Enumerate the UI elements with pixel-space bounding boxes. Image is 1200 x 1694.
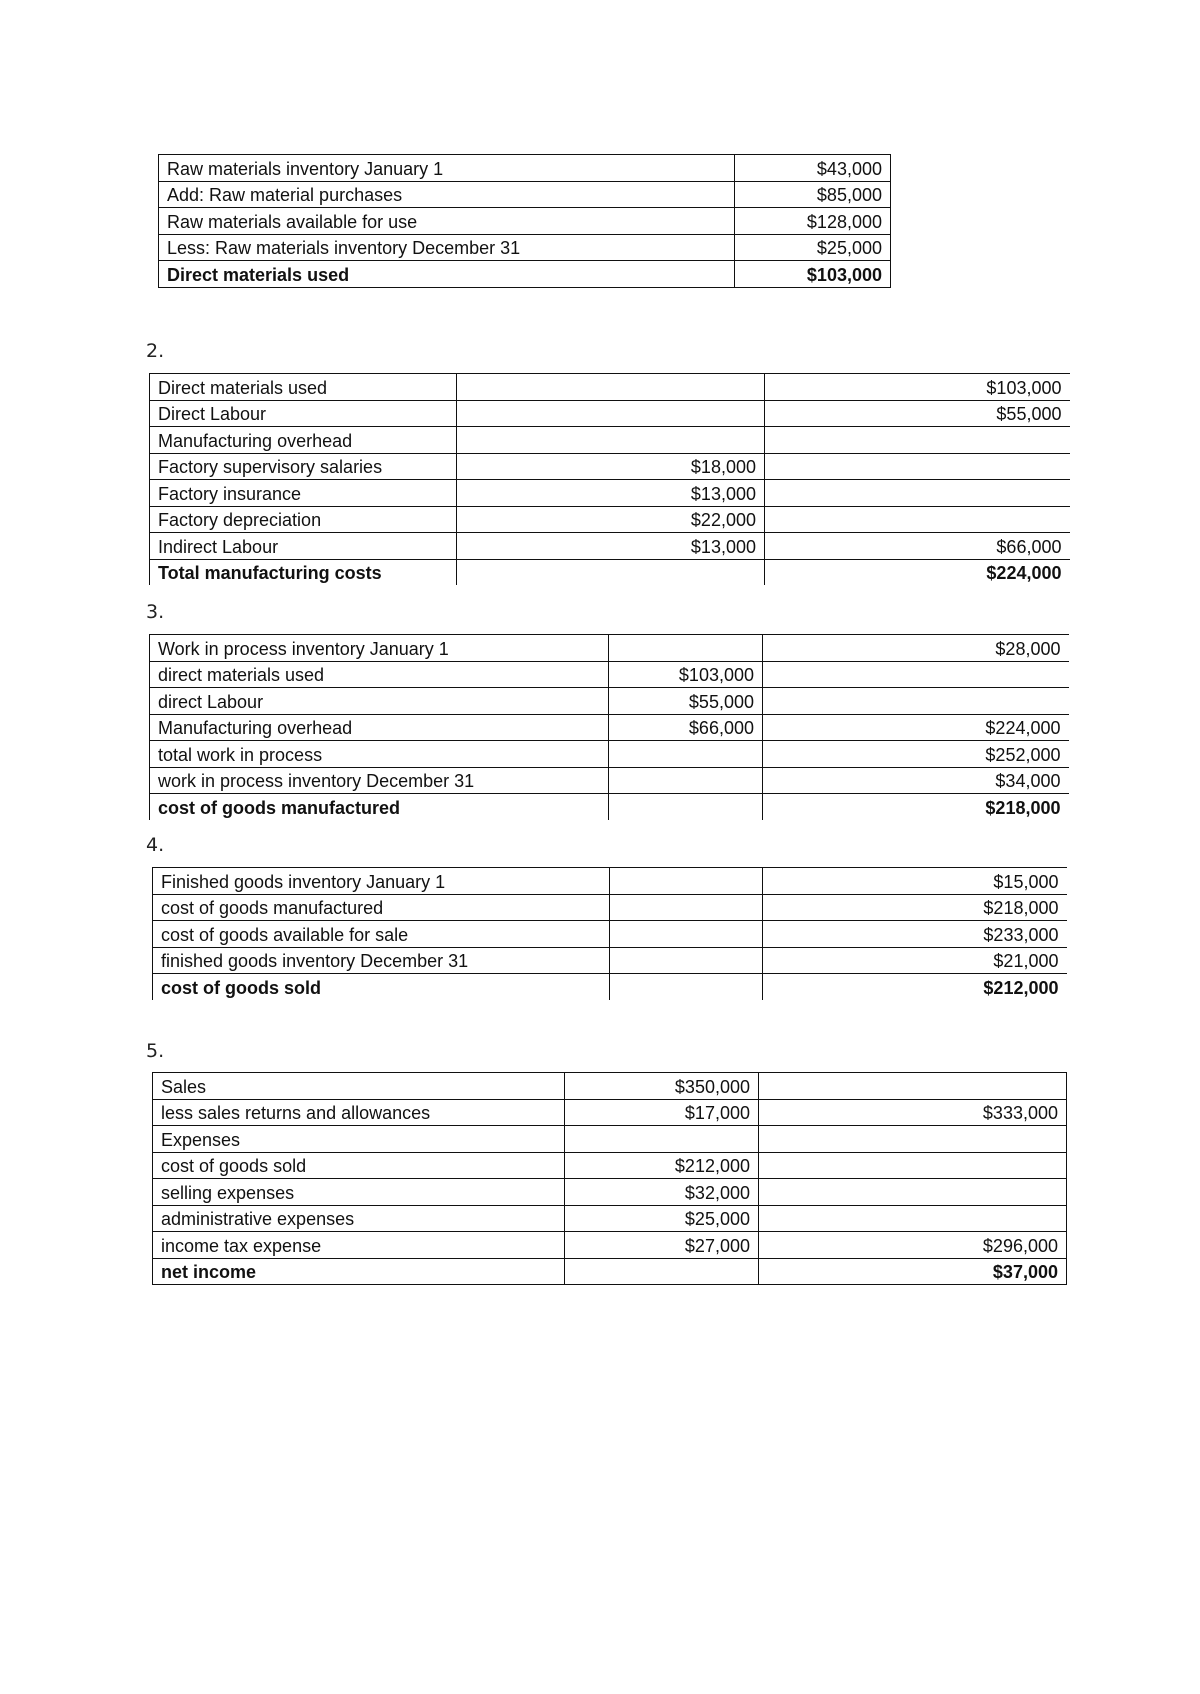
row-total: $212,000 [763, 974, 1067, 1000]
row-detail: $13,000 [457, 533, 765, 560]
table-row [150, 533, 1070, 560]
row-total [765, 453, 1070, 480]
section-number-3: 3. [146, 601, 165, 623]
cost-of-goods-sold-table [152, 867, 1067, 1000]
total-row [150, 559, 1070, 585]
table-row [153, 1073, 1067, 1100]
row-detail [609, 767, 763, 794]
table-row [159, 155, 891, 182]
row-detail: $17,000 [565, 1099, 759, 1126]
row-total: $252,000 [763, 741, 1069, 768]
row-label: cost of goods sold [153, 974, 610, 1000]
table-row [150, 767, 1069, 794]
row-detail [565, 1126, 759, 1153]
row-label: Factory supervisory salaries [150, 453, 457, 480]
row-total: $28,000 [763, 635, 1069, 662]
row-total [759, 1205, 1067, 1232]
row-total [759, 1126, 1067, 1153]
total-row [153, 974, 1067, 1000]
row-label: work in process inventory December 31 [150, 767, 609, 794]
row-label: cost of goods sold [153, 1152, 565, 1179]
row-detail [609, 794, 763, 820]
table-row [153, 1179, 1067, 1206]
cost-of-goods-manufactured-table [149, 634, 1069, 820]
row-total [759, 1152, 1067, 1179]
row-label: Raw materials inventory January 1 [159, 155, 735, 182]
row-total: $333,000 [759, 1099, 1067, 1126]
row-label: Sales [153, 1073, 565, 1100]
row-detail [457, 427, 765, 454]
table-row [150, 427, 1070, 454]
row-label: cost of goods available for sale [153, 921, 610, 948]
row-total: $233,000 [763, 921, 1067, 948]
row-label: Factory depreciation [150, 506, 457, 533]
table-row [153, 1232, 1067, 1259]
row-detail [457, 400, 765, 427]
row-label: total work in process [150, 741, 609, 768]
row-total: $224,000 [765, 559, 1070, 585]
table-row [153, 1205, 1067, 1232]
row-amount: $103,000 [735, 261, 891, 288]
row-total [763, 688, 1069, 715]
table-row [150, 635, 1069, 662]
row-total: $34,000 [763, 767, 1069, 794]
row-detail: $66,000 [609, 714, 763, 741]
table-row [153, 1099, 1067, 1126]
section-number-2: 2. [146, 340, 165, 362]
table-row [159, 181, 891, 208]
row-detail [610, 947, 763, 974]
row-amount: $128,000 [735, 208, 891, 235]
row-detail: $32,000 [565, 1179, 759, 1206]
row-amount: $43,000 [735, 155, 891, 182]
row-label: selling expenses [153, 1179, 565, 1206]
row-label: Direct materials used [150, 374, 457, 401]
row-label: net income [153, 1258, 565, 1285]
table-row [150, 453, 1070, 480]
row-label: Manufacturing overhead [150, 714, 609, 741]
row-detail [610, 974, 763, 1000]
table-row [153, 1152, 1067, 1179]
row-detail: $13,000 [457, 480, 765, 507]
table-row [150, 741, 1069, 768]
table-row [153, 921, 1067, 948]
total-row [153, 1258, 1067, 1285]
table-row [150, 714, 1069, 741]
row-detail [610, 894, 763, 921]
row-label: Raw materials available for use [159, 208, 735, 235]
row-label: Direct Labour [150, 400, 457, 427]
direct-materials-table [158, 154, 891, 288]
row-label: Indirect Labour [150, 533, 457, 560]
table-row [159, 208, 891, 235]
row-detail: $22,000 [457, 506, 765, 533]
row-total: $66,000 [765, 533, 1070, 560]
row-label: direct materials used [150, 661, 609, 688]
table-row [153, 894, 1067, 921]
row-detail: $25,000 [565, 1205, 759, 1232]
row-detail: $103,000 [609, 661, 763, 688]
row-label: Manufacturing overhead [150, 427, 457, 454]
row-detail [610, 921, 763, 948]
total-row [159, 261, 891, 288]
table-row [150, 506, 1070, 533]
row-total [765, 427, 1070, 454]
row-detail [609, 635, 763, 662]
row-detail: $55,000 [609, 688, 763, 715]
row-total: $37,000 [759, 1258, 1067, 1285]
row-total [759, 1179, 1067, 1206]
row-label: Less: Raw materials inventory December 31 [159, 234, 735, 261]
row-detail [609, 741, 763, 768]
row-label: administrative expenses [153, 1205, 565, 1232]
row-total: $15,000 [763, 868, 1067, 895]
row-detail: $212,000 [565, 1152, 759, 1179]
row-detail [610, 868, 763, 895]
row-total [763, 661, 1069, 688]
row-total [759, 1073, 1067, 1100]
table-row [150, 374, 1070, 401]
row-total: $218,000 [763, 794, 1069, 820]
row-detail: $350,000 [565, 1073, 759, 1100]
row-detail [457, 374, 765, 401]
row-detail: $18,000 [457, 453, 765, 480]
table-row [153, 947, 1067, 974]
row-total [765, 506, 1070, 533]
row-total: $218,000 [763, 894, 1067, 921]
row-label: Add: Raw material purchases [159, 181, 735, 208]
row-label: direct Labour [150, 688, 609, 715]
row-detail: $27,000 [565, 1232, 759, 1259]
row-label: Expenses [153, 1126, 565, 1153]
row-detail [565, 1258, 759, 1285]
income-statement-table [152, 1072, 1067, 1285]
table-row [150, 400, 1070, 427]
row-label: cost of goods manufactured [150, 794, 609, 820]
row-label: income tax expense [153, 1232, 565, 1259]
table-row [153, 1126, 1067, 1153]
table-row [150, 661, 1069, 688]
row-label: less sales returns and allowances [153, 1099, 565, 1126]
table-row [150, 480, 1070, 507]
table-row [150, 688, 1069, 715]
row-total [765, 480, 1070, 507]
row-label: Work in process inventory January 1 [150, 635, 609, 662]
row-amount: $85,000 [735, 181, 891, 208]
row-label: cost of goods manufactured [153, 894, 610, 921]
manufacturing-costs-table [149, 373, 1070, 585]
row-total: $55,000 [765, 400, 1070, 427]
row-total: $21,000 [763, 947, 1067, 974]
total-row [150, 794, 1069, 820]
row-total: $296,000 [759, 1232, 1067, 1259]
row-amount: $25,000 [735, 234, 891, 261]
row-label: Factory insurance [150, 480, 457, 507]
row-detail [457, 559, 765, 585]
row-label: Finished goods inventory January 1 [153, 868, 610, 895]
row-label: Direct materials used [159, 261, 735, 288]
table-row [159, 234, 891, 261]
row-total: $103,000 [765, 374, 1070, 401]
row-label: finished goods inventory December 31 [153, 947, 610, 974]
row-total: $224,000 [763, 714, 1069, 741]
table-row [153, 868, 1067, 895]
section-number-4: 4. [146, 834, 165, 856]
row-label: Total manufacturing costs [150, 559, 457, 585]
section-number-5: 5. [146, 1040, 165, 1062]
